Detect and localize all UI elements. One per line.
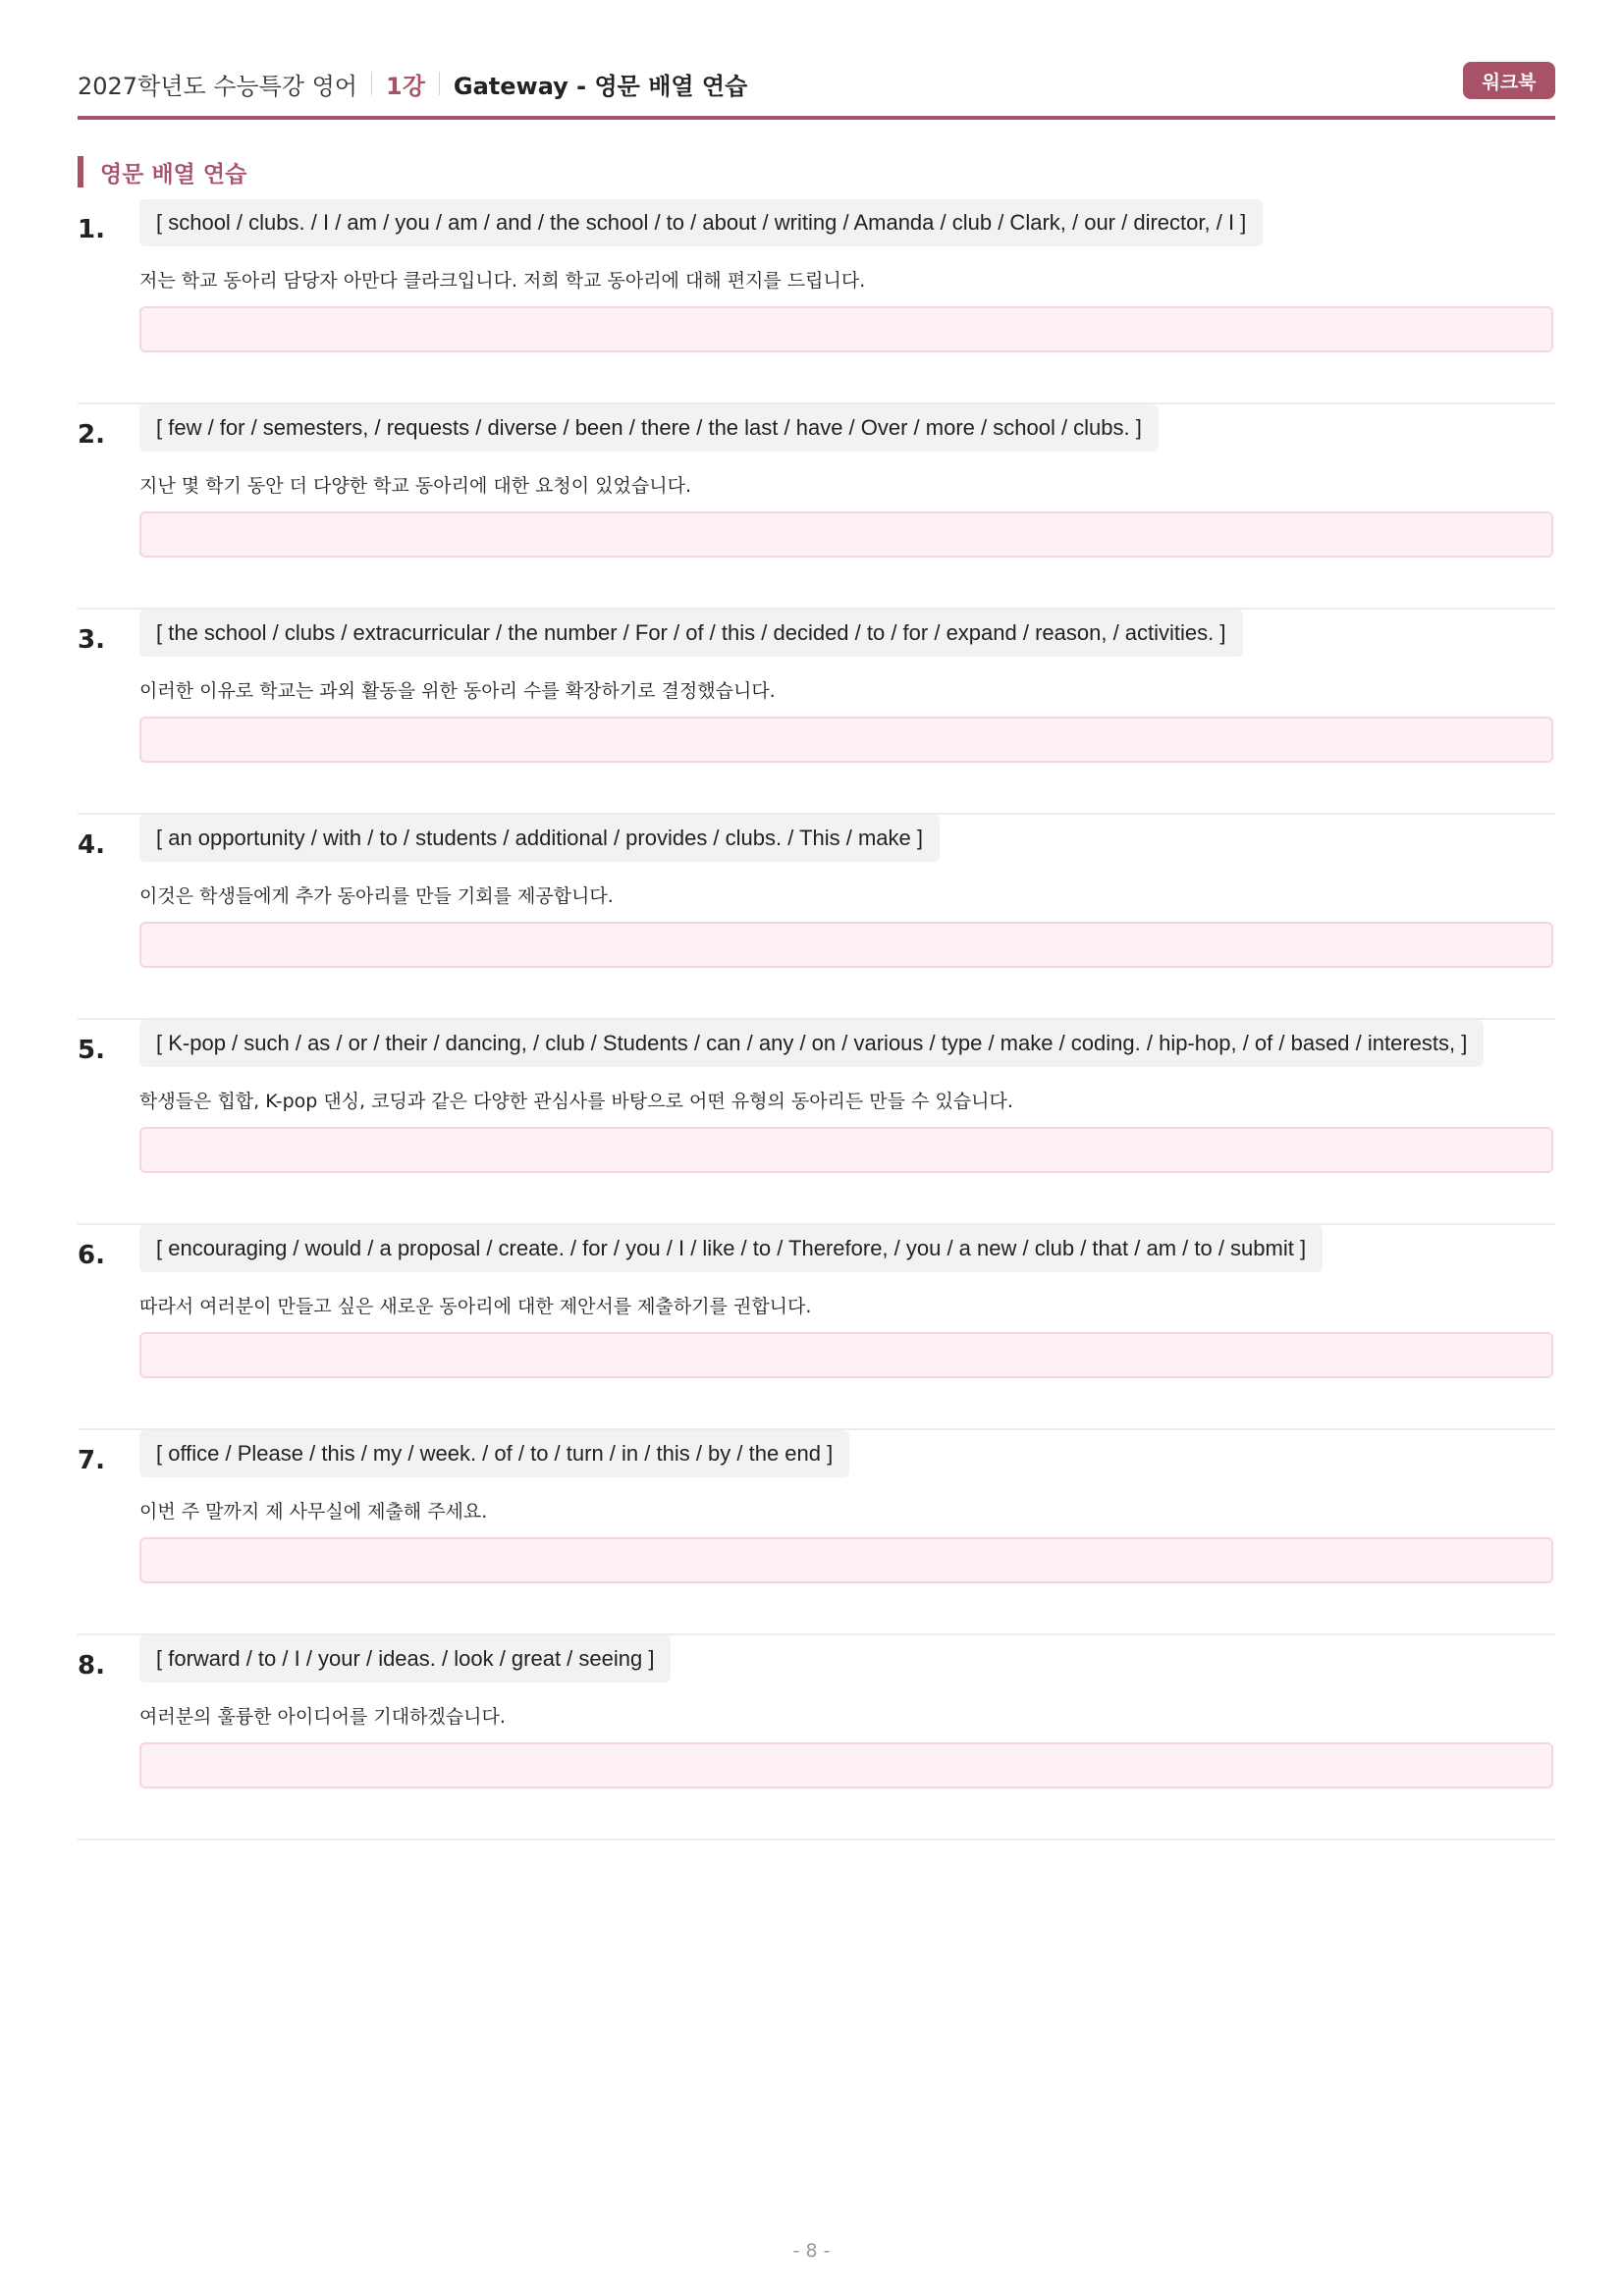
answer-box[interactable]	[139, 1742, 1553, 1789]
item-number: 4.	[78, 830, 105, 860]
answer-box[interactable]	[139, 1537, 1553, 1583]
word-bank: [ school / clubs. / I / am / you / am / and / the school / to / about / writing / Amanda / club / Clark, / our / director, / I ]	[139, 199, 1263, 246]
page-title: Gateway - 영문 배열 연습	[453, 72, 748, 100]
section-title: 영문 배열 연습	[78, 156, 246, 187]
item-number: 8.	[78, 1651, 105, 1681]
header-divider	[371, 72, 372, 95]
korean-translation: 저는 학교 동아리 담당자 아만다 클라크입니다. 저희 학교 동아리에 대해 편지를 드립니다.	[139, 270, 866, 292]
word-bank: [ an opportunity / with / to / students / additional / provides / clubs. / This / make ]	[139, 815, 940, 862]
header-rule	[78, 116, 1555, 120]
page-number: - 8 -	[792, 2240, 831, 2262]
word-bank: [ the school / clubs / extracurricular / the number / For / of / this / decided / to / for / expand / reason, / activities. ]	[139, 610, 1243, 657]
exercise-item	[78, 1020, 1555, 1225]
word-bank: [ office / Please / this / my / week. / of / to / turn / in / this / by / the end ]	[139, 1430, 849, 1477]
page-header	[78, 61, 1555, 106]
word-bank: [ few / for / semesters, / requests / diverse / been / there / the last / have / Over / more / school / clubs. ]	[139, 404, 1159, 452]
answer-box[interactable]	[139, 1127, 1553, 1173]
exercise-item	[78, 610, 1555, 815]
item-number: 5.	[78, 1036, 105, 1065]
exercise-item	[78, 199, 1555, 404]
answer-box[interactable]	[139, 511, 1553, 558]
item-number: 3.	[78, 625, 105, 655]
answer-box[interactable]	[139, 306, 1553, 352]
exercise-item	[78, 1635, 1555, 1841]
chapter-label: 1강	[386, 72, 425, 100]
korean-translation: 지난 몇 학기 동안 더 다양한 학교 동아리에 대한 요청이 있었습니다.	[139, 475, 691, 497]
item-number: 6.	[78, 1241, 105, 1270]
exercise-item	[78, 1225, 1555, 1430]
answer-box[interactable]	[139, 717, 1553, 763]
answer-box[interactable]	[139, 922, 1553, 968]
word-bank: [ forward / to / I / your / ideas. / look / great / seeing ]	[139, 1635, 671, 1682]
item-number: 7.	[78, 1446, 105, 1475]
korean-translation: 이것은 학생들에게 추가 동아리를 만들 기회를 제공합니다.	[139, 885, 614, 907]
item-number: 1.	[78, 215, 105, 244]
answer-box[interactable]	[139, 1332, 1553, 1378]
workbook-badge: 워크북	[1463, 62, 1555, 99]
korean-translation: 따라서 여러분이 만들고 싶은 새로운 동아리에 대한 제안서를 제출하기를 권합니다.	[139, 1296, 812, 1317]
word-bank: [ K-pop / such / as / or / their / dancing, / club / Students / can / any / on / various / type / make / coding. / hip-hop, / of / based / interests, ]	[139, 1020, 1484, 1067]
exercise-item	[78, 404, 1555, 610]
header-divider	[439, 72, 440, 95]
korean-translation: 여러분의 훌륭한 아이디어를 기대하겠습니다.	[139, 1706, 506, 1728]
item-number: 2.	[78, 420, 105, 450]
korean-translation: 이러한 이유로 학교는 과외 활동을 위한 동아리 수를 확장하기로 결정했습니다.	[139, 680, 776, 702]
exercise-item	[78, 1430, 1555, 1635]
exercise-list	[78, 199, 1555, 1841]
korean-translation: 학생들은 힙합, K-pop 댄싱, 코딩과 같은 다양한 관심사를 바탕으로 어떤 유형의 동아리든 만들 수 있습니다.	[139, 1091, 1013, 1112]
book-title: 2027학년도 수능특강 영어	[78, 72, 357, 100]
exercise-item	[78, 815, 1555, 1020]
word-bank: [ encouraging / would / a proposal / create. / for / you / I / like / to / Therefore, / you / a new / club / that / am / to / submit ]	[139, 1225, 1323, 1272]
korean-translation: 이번 주 말까지 제 사무실에 제출해 주세요.	[139, 1501, 488, 1522]
